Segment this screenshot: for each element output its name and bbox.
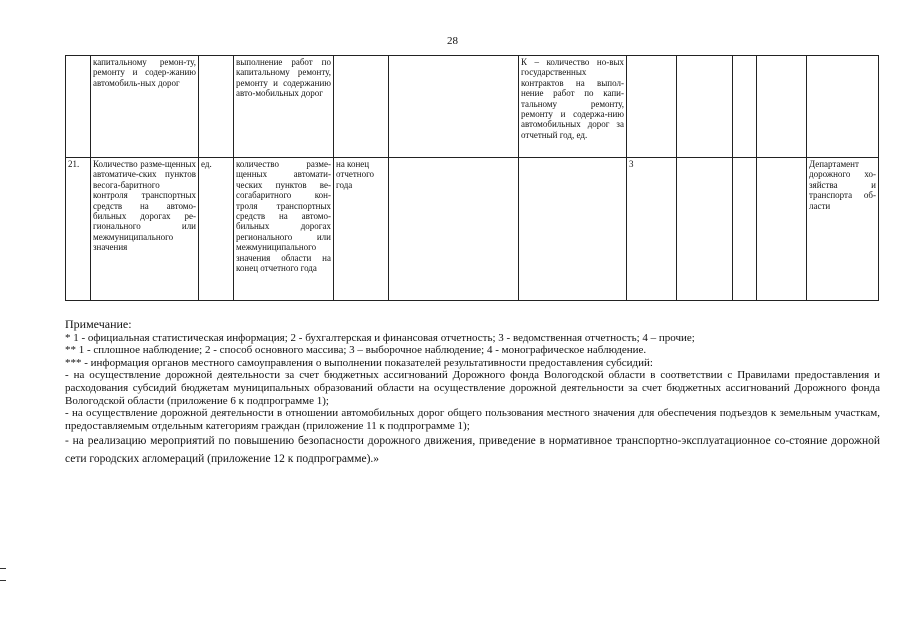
cell-empty (733, 158, 757, 301)
note-line: - на осуществление дорожной деятельности в отношении автомобильных дорог общего пользования местного значения для обеспечения подъездов к земельным участкам, предоставляемым отдельным категориям граждан (приложение 11 к подпрограмме 1); (65, 407, 880, 432)
cell-empty (389, 158, 519, 301)
cell-indicator: Количество разме-щенных автоматиче-ских пунктов весога-баритного контроля транспортных средств на автомо-бильных дорогах ре-гионального или межмуниципального значения (91, 158, 199, 301)
cell-indicator: капитальному ремон-ту, ремонту и содер-жанию автомобиль-ных дорог (91, 56, 199, 158)
note-line: - на осуществление дорожной деятельности за счет бюджетных ассигнований Дорожного фонда Вологодской области в соответствии с Правилами предоставления и расходования субсидий бюджетам муниципальных образований области на осуществление дорожной деятельности за счет бюджетных ассигнований Дорожного фонда Вологодской области (приложение 6 к подпрограмме 1); (65, 369, 880, 407)
table-row-continued (66, 56, 879, 158)
indicators-table (65, 55, 879, 301)
margin-mark (0, 568, 6, 569)
cell-empty (733, 56, 757, 158)
cell-definition: выполнение работ по капитальному ремонту, ремонту и содержанию авто-мобильных дорог (234, 56, 334, 158)
note-line: *** - информация органов местного самоуправления о выполнении показателей результативности предоставления субсидий: (65, 356, 653, 369)
cell-empty (389, 56, 519, 158)
cell-empty (757, 158, 807, 301)
cell-formula-note: К – количество но-вых государственных контрактов на выпол-нение работ по капи-тальному ремонту, ремонту и содержа-нию автомобильных дорог за отчетный год, ед. (519, 56, 627, 158)
cell-empty (807, 56, 879, 158)
cell-empty (677, 56, 733, 158)
cell-number (66, 56, 91, 158)
table-row-21 (66, 158, 879, 301)
cell-empty (627, 56, 677, 158)
cell-period: на конец отчетного года (334, 158, 389, 301)
note-line: - на реализацию мероприятий по повышению безопасности дорожного движения, приведение в нормативное транспортно-эксплуатационное со-стояние дорожной сети городских агломераций (приложение 12 к подпрограмме).» (65, 435, 880, 466)
cell-empty (519, 158, 627, 301)
cell-number: 21. (66, 158, 91, 301)
notes-heading: Примечание: (65, 317, 132, 331)
cell-empty (677, 158, 733, 301)
notes-section (65, 318, 880, 468)
cell-unit: ед. (199, 158, 234, 301)
cell-responsible: Департамент дорожного хо-зяйства и транспорта об-ласти (807, 158, 879, 301)
note-line: ** 1 - сплошное наблюдение; 2 - способ основного массива; 3 – выборочное наблюдение; 4 - монографическое наблюдение. (65, 344, 647, 357)
cell-period (334, 56, 389, 158)
cell-definition: количество разме-щенных автомати-ческих пунктов ве-согабаритного кон-троля транспортных средств на автомо-бильных дорогах регионального или межмуниципального значения области на конец отчетного года (234, 158, 334, 301)
page-number: 28 (447, 35, 458, 47)
cell-source-code: 3 (627, 158, 677, 301)
cell-unit (199, 56, 234, 158)
cell-empty (757, 56, 807, 158)
note-line: * 1 - официальная статистическая информация; 2 - бухгалтерская и финансовая отчетность; 3 - ведомственная отчетность; 4 – прочие; (65, 331, 695, 344)
margin-mark (0, 580, 6, 581)
